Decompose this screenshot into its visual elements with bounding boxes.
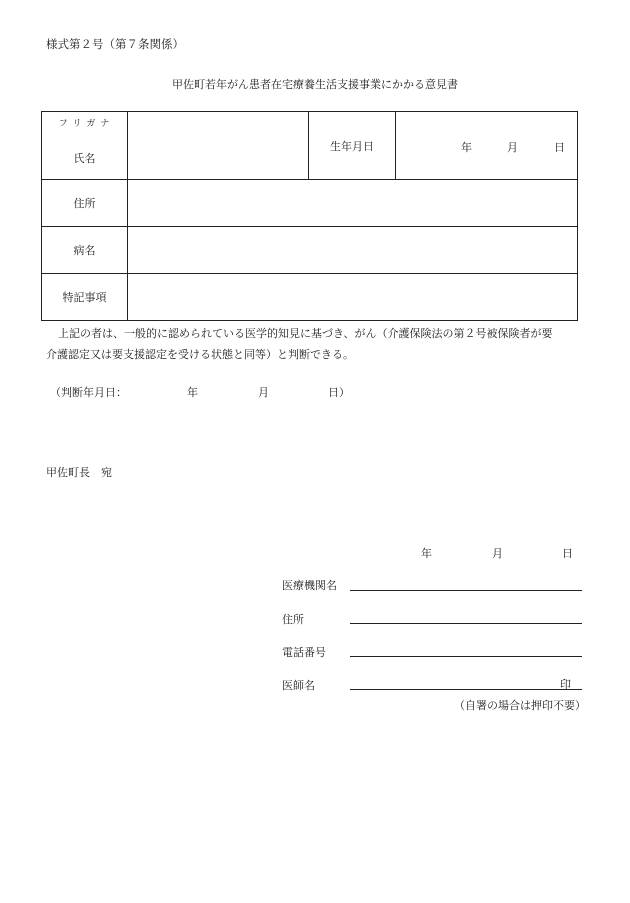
name-label: 氏名 xyxy=(73,152,96,165)
statement-line-1: 上記の者は、一般的に認められている医学的知見に基づき、がん（介護保険法の第２号被保険者が要 xyxy=(58,327,553,340)
disease-row xyxy=(42,227,578,274)
sign-date-month: 月 xyxy=(492,547,503,560)
name-row xyxy=(42,112,578,180)
birthdate-label: 生年月日 xyxy=(309,112,396,180)
birth-month-label: 月 xyxy=(507,141,518,154)
sign-date-year: 年 xyxy=(421,547,432,560)
birthdate-field[interactable] xyxy=(396,112,578,180)
addressee: 甲佐町長 宛 xyxy=(46,466,112,479)
doctor-address-label: 住所 xyxy=(282,613,304,626)
address-field[interactable] xyxy=(128,180,578,227)
judgment-date-label: （判断年月日： xyxy=(50,386,127,399)
form-number: 様式第２号（第７条関係） xyxy=(46,37,184,51)
notes-field[interactable] xyxy=(128,274,578,321)
doctor-name-label: 医師名 xyxy=(282,679,315,692)
furigana-label: フ リ ガ ナ xyxy=(58,119,111,129)
statement-line-2: 介護認定又は要支援認定を受ける状態と同等）と判断できる。 xyxy=(46,348,354,361)
seal-note: （自署の場合は押印不要） xyxy=(454,699,586,712)
judgment-month: 月 xyxy=(258,386,269,399)
notes-row xyxy=(42,274,578,321)
birth-day-label: 日 xyxy=(554,141,565,154)
disease-label: 病名 xyxy=(42,227,128,274)
address-row xyxy=(42,180,578,227)
doctor-address-field[interactable] xyxy=(350,623,582,624)
name-field[interactable] xyxy=(128,112,309,180)
sign-date-day: 日 xyxy=(562,547,573,560)
notes-label: 特記事項 xyxy=(42,274,128,321)
institution-label: 医療機関名 xyxy=(282,579,337,592)
institution-field[interactable] xyxy=(350,590,582,591)
doctor-name-field[interactable] xyxy=(350,689,582,690)
applicant-info-table xyxy=(41,111,578,321)
birth-year-label: 年 xyxy=(461,141,472,154)
name-label-cell xyxy=(42,112,128,180)
judgment-year: 年 xyxy=(187,386,198,399)
judgment-day: 日） xyxy=(328,386,350,399)
address-label: 住所 xyxy=(42,180,128,227)
phone-field[interactable] xyxy=(350,656,582,657)
phone-label: 電話番号 xyxy=(282,646,326,659)
document-title: 甲佐町若年がん患者在宅療養生活支援事業にかかる意見書 xyxy=(172,78,458,91)
seal-mark: 印 xyxy=(560,678,571,691)
disease-field[interactable] xyxy=(128,227,578,274)
